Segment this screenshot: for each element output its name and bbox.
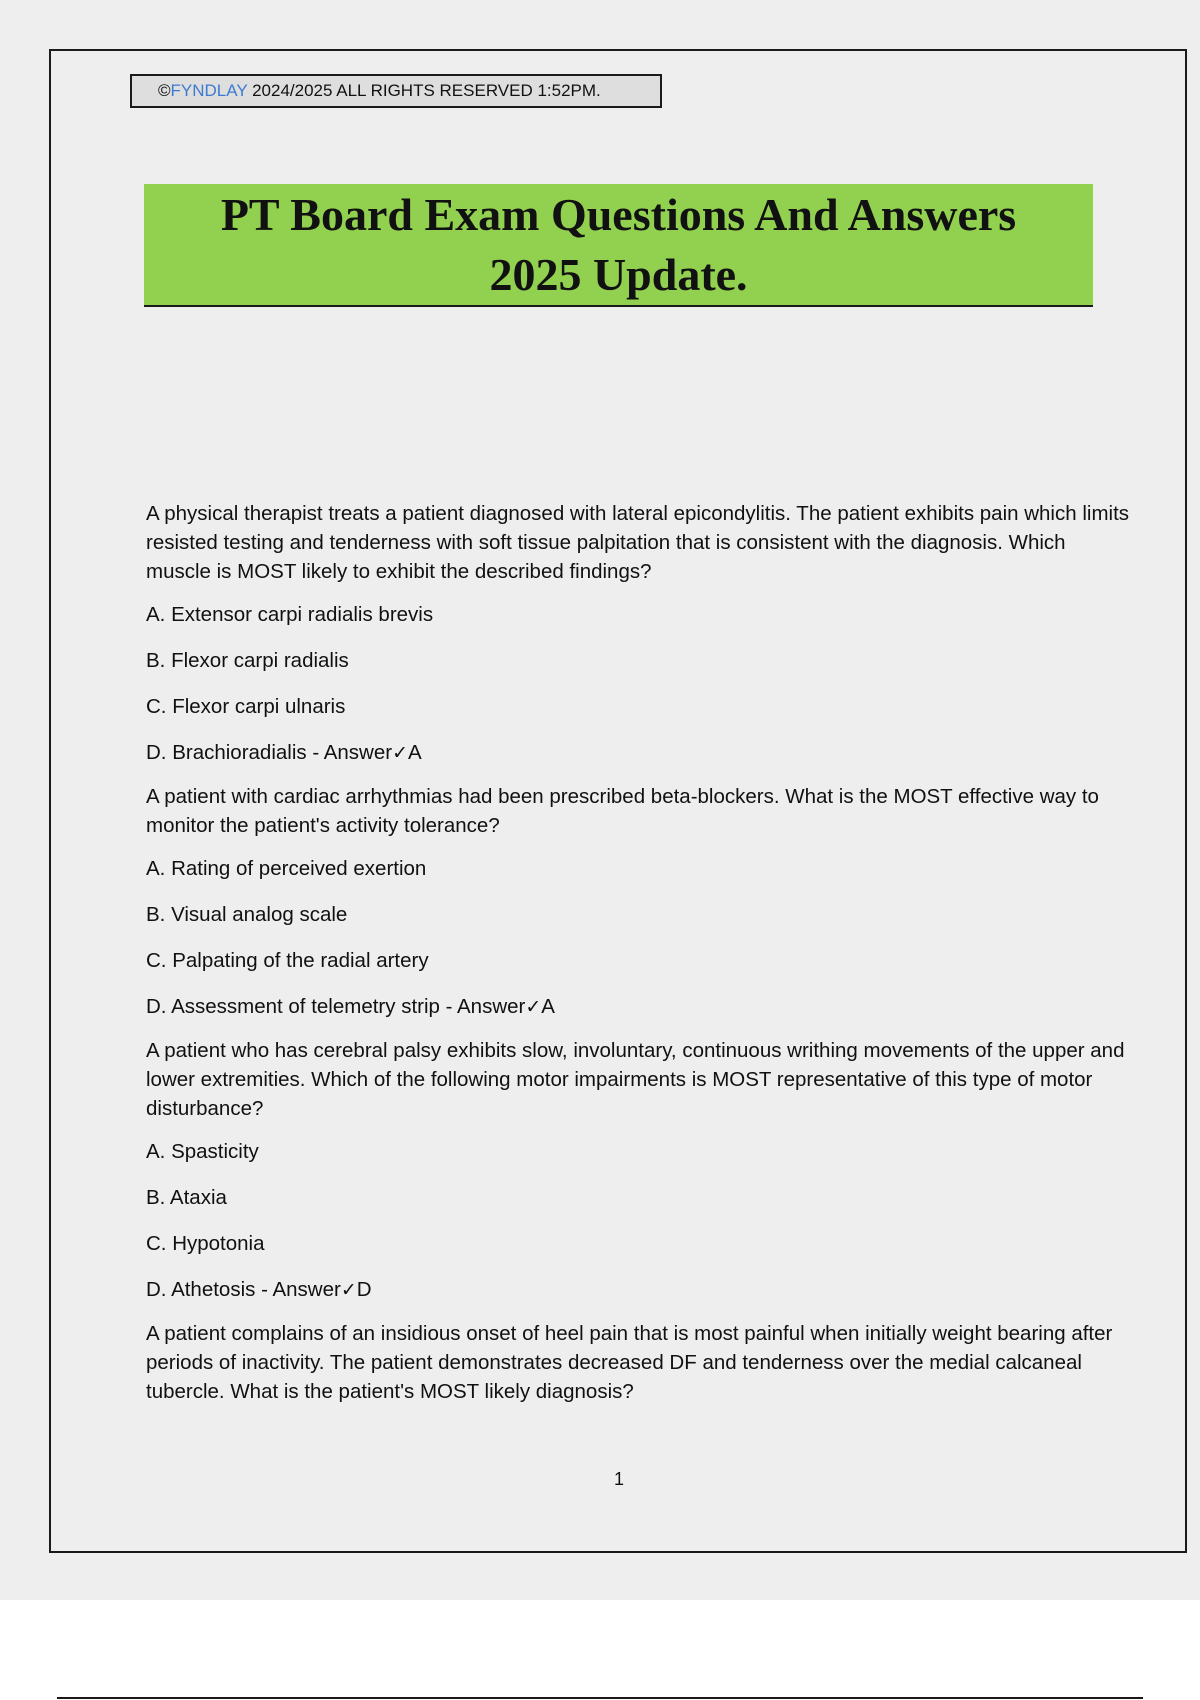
questions-content <box>146 499 1136 1420</box>
checkmark-icon: ✓ <box>392 742 409 764</box>
copyright-text: 2024/2025 ALL RIGHTS RESERVED 1:52PM. <box>247 81 601 100</box>
option-a: A. Rating of perceived exertion <box>146 857 427 880</box>
option-d-with-answer <box>146 992 1136 1022</box>
title-line-2: 2025 Update. <box>489 248 748 300</box>
question-stem: A patient who has cerebral palsy exhibits slow, involuntary, continuous writhing movements of the upper and lower extremities. Which of the following motor impairments is MOST representative of this type of motor disturbance? <box>146 1039 1125 1120</box>
option-d: D. Athetosis - Answer <box>146 1278 341 1301</box>
option-b: B. Visual analog scale <box>146 903 348 926</box>
answer-letter: A <box>408 741 422 764</box>
copyright-symbol: © <box>158 81 171 100</box>
page-number: 1 <box>613 1469 624 1489</box>
option-c: C. Flexor carpi ulnaris <box>146 695 346 718</box>
option-b: B. Flexor carpi radialis <box>146 649 349 672</box>
question-stem: A patient with cardiac arrhythmias had been prescribed beta-blockers. What is the MOST effective way to monitor the patient's activity tolerance? <box>146 785 1099 837</box>
option-a: A. Spasticity <box>146 1140 259 1163</box>
option-c: C. Palpating of the radial artery <box>146 949 429 972</box>
question-3 <box>146 1036 1136 1305</box>
option-d-with-answer <box>146 1275 1136 1305</box>
copyright-brand: FYNDLAY <box>170 81 248 100</box>
checkmark-icon: ✓ <box>525 996 542 1018</box>
option-c: C. Hypotonia <box>146 1232 265 1255</box>
question-2 <box>146 782 1136 1022</box>
option-d: D. Assessment of telemetry strip - Answer <box>146 995 526 1018</box>
checkmark-icon: ✓ <box>340 1279 357 1301</box>
question-1 <box>146 499 1136 768</box>
question-stem: A physical therapist treats a patient diagnosed with lateral epicondylitis. The patient exhibits pain which limits resisted testing and tenderness with soft tissue palpitation that is consistent with the diagnosis. Which muscle is MOST likely to exhibit the described findings? <box>146 502 1130 583</box>
title-banner <box>144 184 1093 307</box>
answer-letter: D <box>356 1278 372 1301</box>
option-d: D. Brachioradialis - Answer <box>146 741 393 764</box>
copyright-notice <box>130 74 662 108</box>
option-a: A. Extensor carpi radialis brevis <box>146 603 434 626</box>
option-b: B. Ataxia <box>146 1186 227 1209</box>
page-frame <box>49 49 1187 1553</box>
next-page-divider <box>57 1697 1143 1699</box>
answer-letter: A <box>541 995 555 1018</box>
question-4 <box>146 1319 1136 1406</box>
title-line-1: PT Board Exam Questions And Answers <box>220 188 1017 240</box>
document-title <box>179 185 1059 305</box>
question-stem: A patient complains of an insidious onset of heel pain that is most painful when initially weight bearing after periods of inactivity. The patient demonstrates decreased DF and tenderness over the medial calcaneal tubercle. What is the patient's MOST likely diagnosis? <box>146 1322 1113 1403</box>
option-d-with-answer <box>146 738 1136 768</box>
